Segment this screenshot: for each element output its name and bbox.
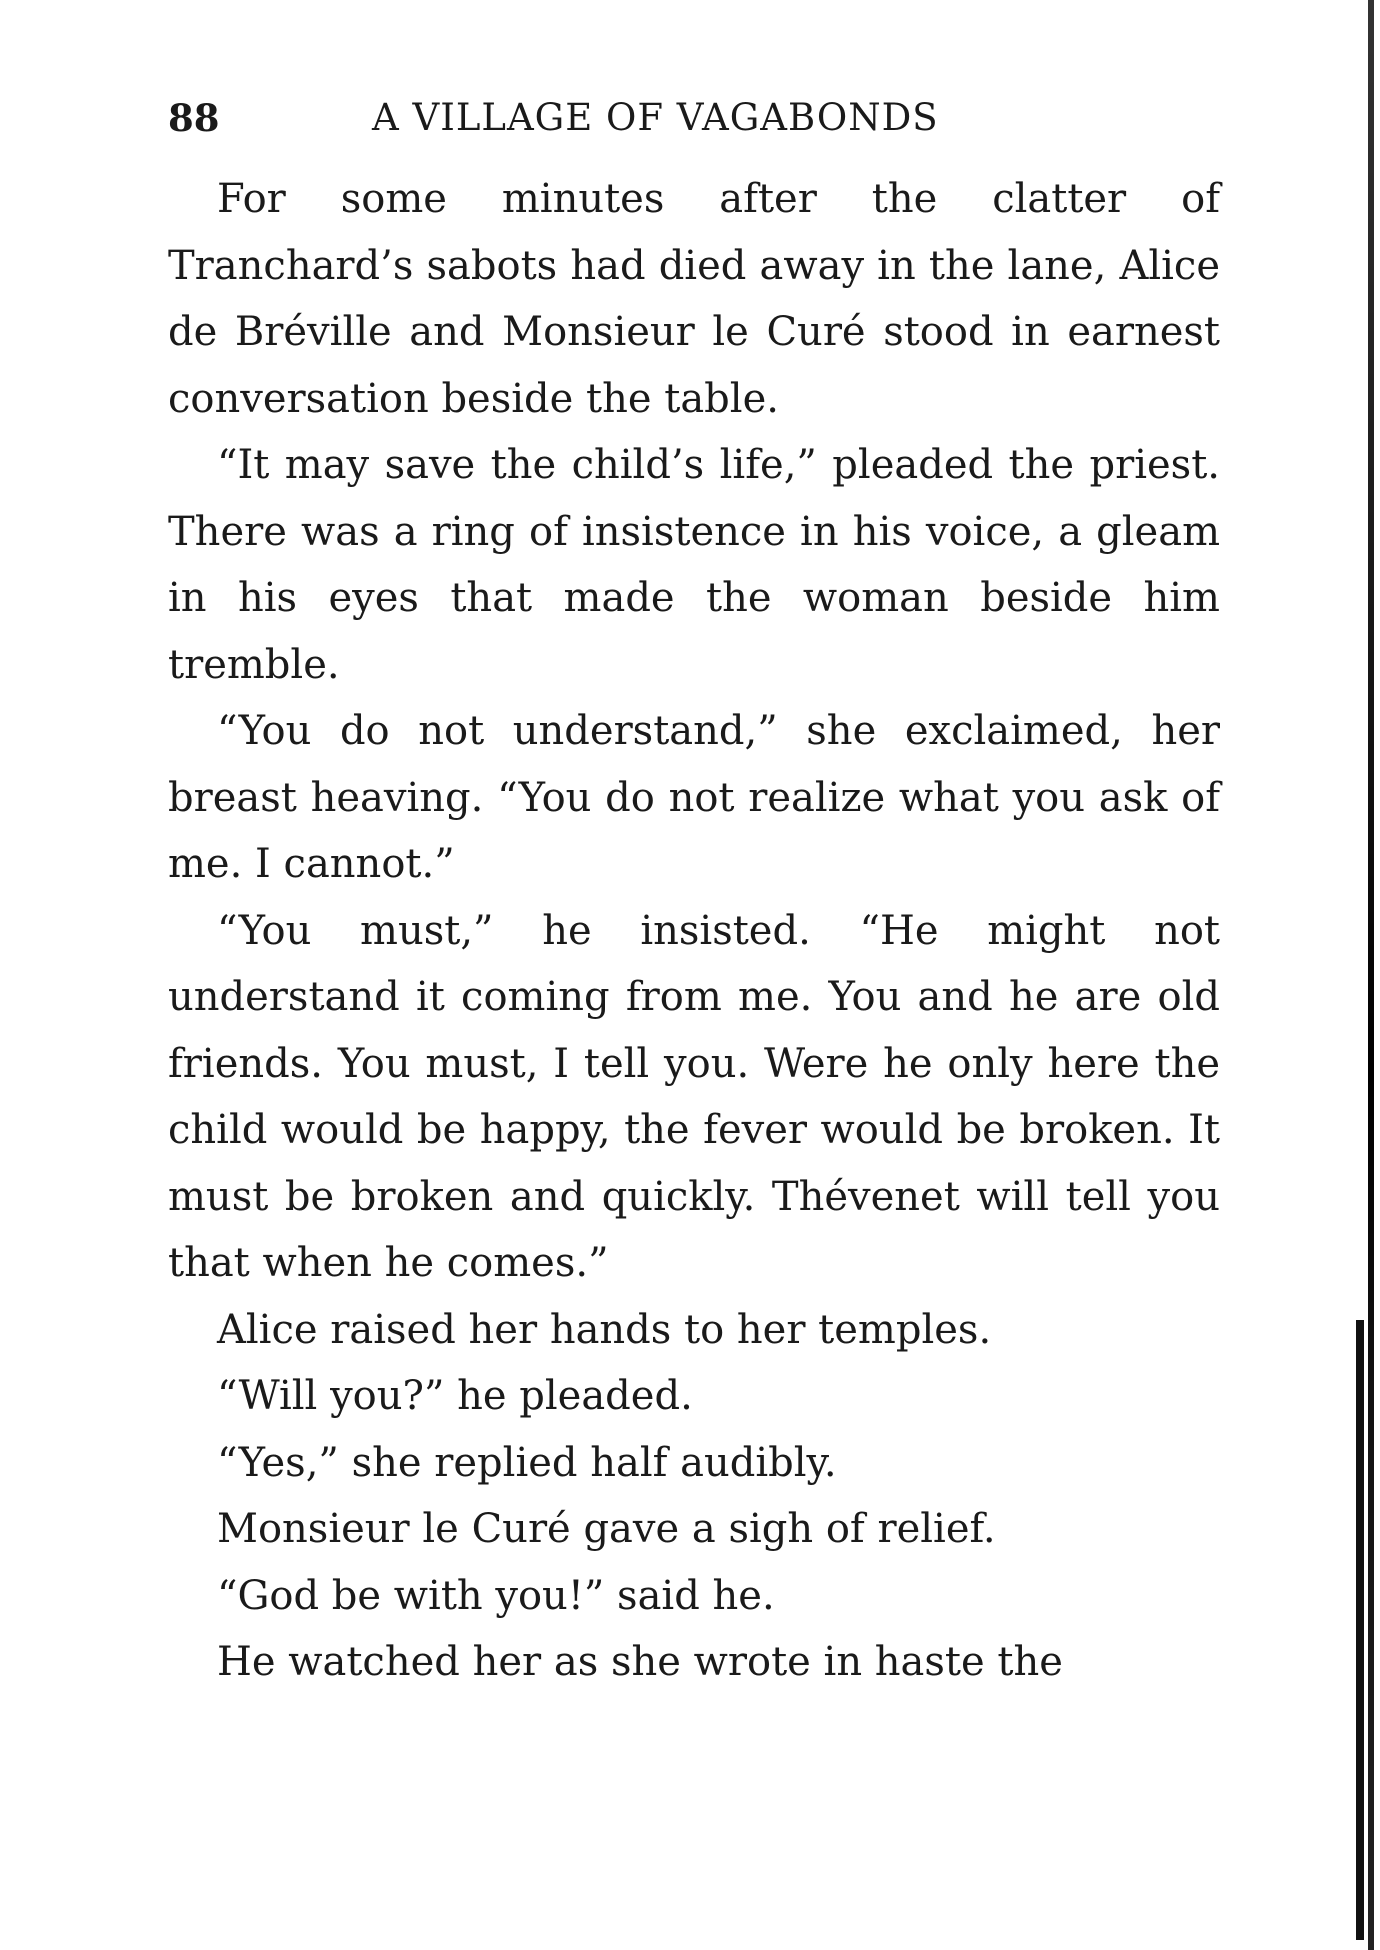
- paragraph-4: “You must,” he insisted. “He might not understand it coming from me. You and he are old friends. You must, I tell you. Were he only here the child would be happy, the fever would be broken. It must be broken and quickly. Thévenet will tell you that when he comes.”: [168, 907, 1220, 1286]
- paragraph-8: Monsieur le Curé gave a sigh of relief.: [217, 1506, 996, 1552]
- running-title: A VILLAGE OF VAGABONDS: [372, 96, 939, 139]
- paragraph-5: Alice raised her hands to her temples.: [217, 1306, 992, 1353]
- paragraph-2: “It may save the child’s life,” pleaded the priest. There was a ring of insistence in his voice, a gleam in his eyes that made the woman beside him tremble.: [168, 442, 1220, 688]
- paragraph-9: “God be with you!” said he.: [217, 1572, 775, 1619]
- page-binding-shadow: [1356, 1320, 1364, 1940]
- paragraph-1: For some minutes after the clatter of Tranchard’s sabots had died away in the lane, Alice de Bréville and Monsieur le Curé stood in earnest conversation beside the table.: [168, 176, 1220, 422]
- running-head: [168, 96, 1048, 140]
- page-number: 88: [168, 96, 220, 140]
- paragraph-3: “You do not understand,” she exclaimed, her breast heaving. “You do not realize what you ask of me. I cannot.”: [168, 708, 1220, 887]
- paragraph-6: “Will you?” he pleaded.: [217, 1373, 693, 1419]
- paragraph-10: He watched her as she wrote in haste the: [217, 1639, 1063, 1685]
- paragraph-7: “Yes,” she replied half audibly.: [217, 1439, 837, 1486]
- body-text: [168, 166, 1220, 1696]
- page-binding-edge: [1368, 0, 1374, 1950]
